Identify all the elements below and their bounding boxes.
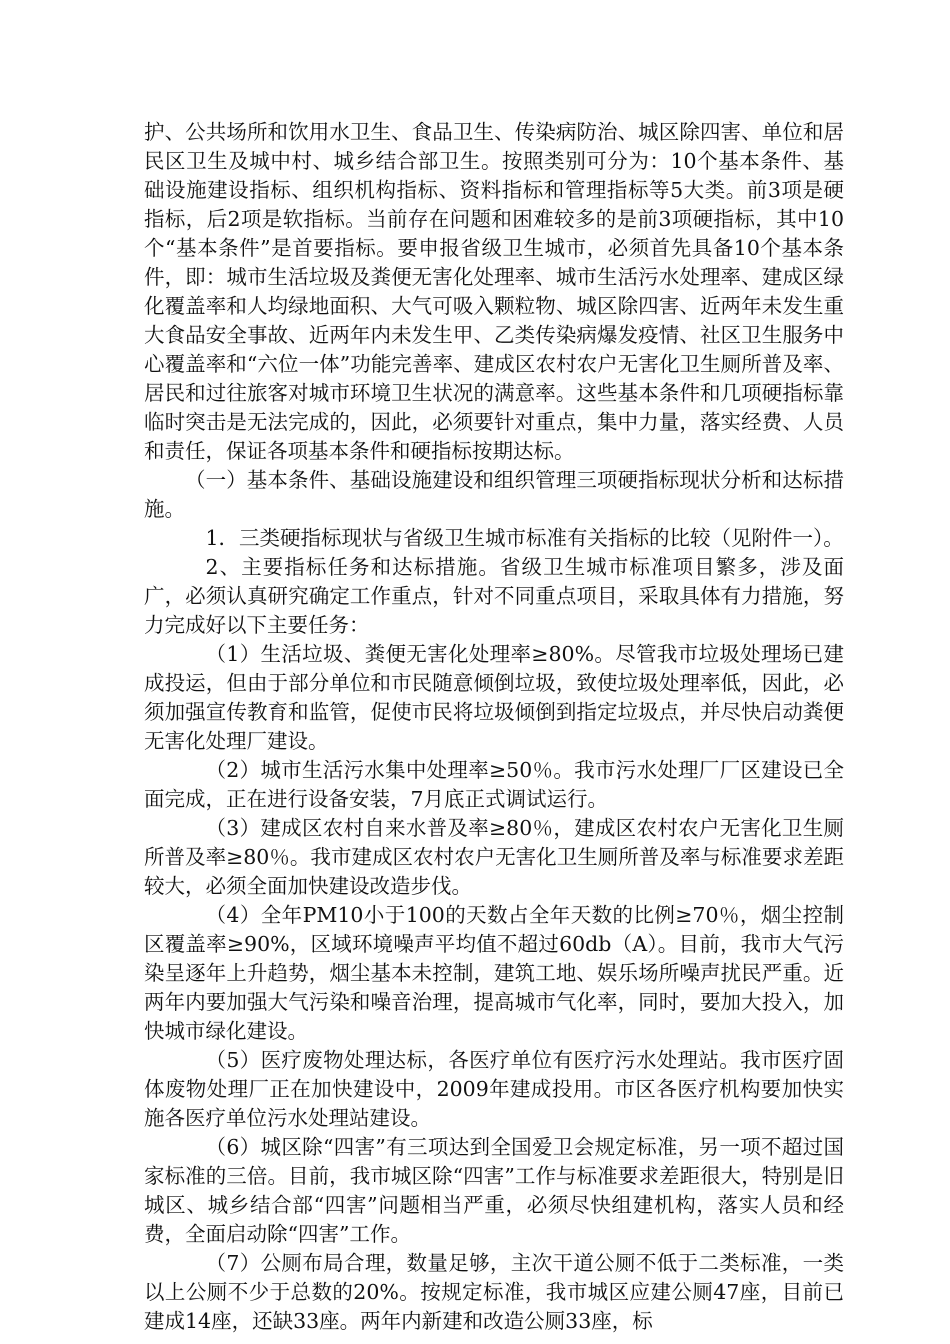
paragraph-item-2: 2、主要指标任务和达标措施。省级卫生城市标准项目繁多，涉及面广，必须认真研究确定工作重点，针对不同重点项目，采取具体有力措施，努力完成好以下主要任务： [144, 555, 844, 637]
paragraph-task-3: （3）建成区农村自来水普及率≥80％，建成区农村农户无害化卫生厕所普及率≥80％。我市建成区农村农户无害化卫生厕所普及率与标准要求差距较大，必须全面加快建设改造步伐。 [144, 816, 844, 898]
paragraph-item-1: 1．三类硬指标现状与省级卫生城市标准有关指标的比较（见附件一）。 [205, 526, 844, 550]
paragraph-task-7: （7）公厕布局合理，数量足够，主次干道公厕不低于二类标准，一类以上公厕不少于总数的20%。按规定标准，我市城区应建公厕47座，目前已建成14座，还缺33座。两年内新建和改造公厕33座，标 [144, 1251, 844, 1333]
paragraph-task-4: （4）全年PM10小于100的天数占全年天数的比例≥70％，烟尘控制区覆盖率≥90%，区域环境噪声平均值不超过60db（A）。目前，我市大气污染呈逐年上升趋势，烟尘基本未控制，建筑工地、娱乐场所噪声扰民严重。近两年内要加强大气污染和噪音治理，提高城市气化率，同时，要加大投入，加快城市绿化建设。 [144, 903, 844, 1043]
document-page [144, 118, 844, 1336]
section-heading-1: （一）基本条件、基础设施建设和组织管理三项硬指标现状分析和达标措施。 [144, 468, 844, 521]
paragraph-task-5: （5）医疗废物处理达标，各医疗单位有医疗污水处理站。我市医疗固体废物处理厂正在加快建设中，2009年建成投用。市区各医疗机构要加快实施各医疗单位污水处理站建设。 [144, 1048, 844, 1130]
paragraph-intro-continuation: 护、公共场所和饮用水卫生、食品卫生、传染病防治、城区除四害、单位和居民区卫生及城中村、城乡结合部卫生。按照类别可分为：10个基本条件、基础设施建设指标、组织机构指标、资料指标和管理指标等5大类。前3项是硬指标，后2项是软指标。当前存在问题和困难较多的是前3项硬指标，其中10个“基本条件”是首要指标。要申报省级卫生城市，必须首先具备10个基本条件，即：城市生活垃圾及粪便无害化处理率、城市生活污水处理率、建成区绿化覆盖率和人均绿地面积、大气可吸入颗粒物、城区除四害、近两年未发生重大食品安全事故、近两年内未发生甲、乙类传染病爆发疫情、社区卫生服务中心覆盖率和“六位一体”功能完善率、建成区农村农户无害化卫生厕所普及率、居民和过往旅客对城市环境卫生状况的满意率。这些基本条件和几项硬指标靠临时突击是无法完成的，因此，必须要针对重点，集中力量，落实经费、人员和责任，保证各项基本条件和硬指标按期达标。 [144, 120, 844, 463]
paragraph-task-6: （6）城区除“四害”有三项达到全国爱卫会规定标准，另一项不超过国家标准的三倍。目前，我市城区除“四害”工作与标准要求差距很大，特别是旧城区、城乡结合部“四害”问题相当严重，必须尽快组建机构，落实人员和经费，全面启动除“四害”工作。 [144, 1135, 844, 1246]
paragraph-task-2: （2）城市生活污水集中处理率≥50％。我市污水处理厂厂区建设已全面完成，正在进行设备安装，7月底正式调试运行。 [144, 758, 844, 811]
paragraph-task-1: （1）生活垃圾、粪便无害化处理率≥80%。尽管我市垃圾处理场已建成投运，但由于部分单位和市民随意倾倒垃圾，致使垃圾处理率低，因此，必须加强宣传教育和监管，促使市民将垃圾倾倒到指定垃圾点，并尽快启动粪便无害化处理厂建设。 [144, 642, 844, 753]
